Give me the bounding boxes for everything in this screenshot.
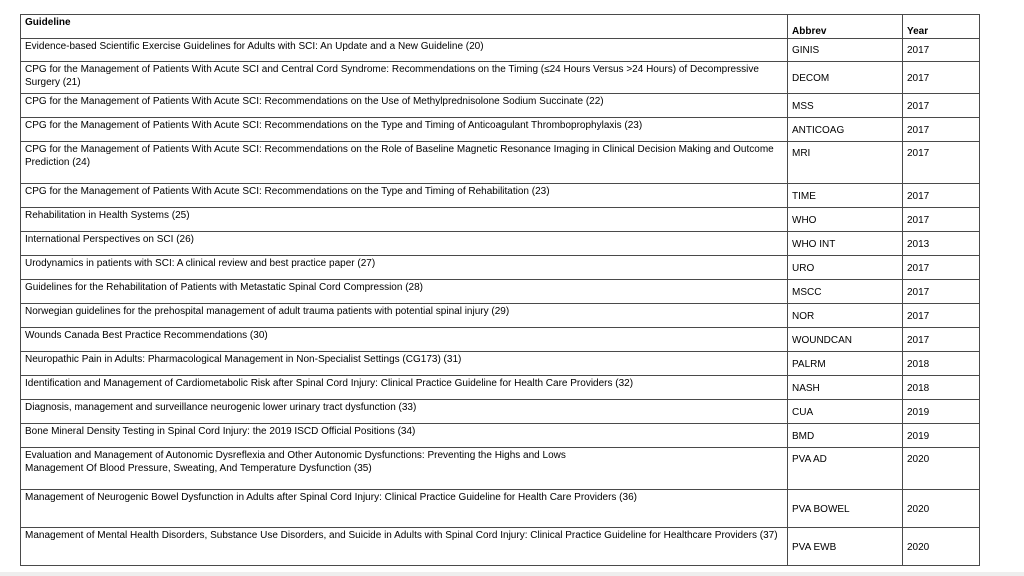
table-row bbox=[21, 424, 980, 448]
abbrev-cell: URO bbox=[788, 256, 903, 280]
guideline-cell: Rehabilitation in Health Systems (25) bbox=[21, 208, 788, 232]
year-cell: 2019 bbox=[903, 424, 980, 448]
abbrev-cell: PALRM bbox=[788, 352, 903, 376]
guideline-cell bbox=[21, 448, 788, 490]
abbrev-cell: PVA AD bbox=[788, 448, 903, 490]
year-cell: 2020 bbox=[903, 490, 980, 528]
year-cell: 2013 bbox=[903, 232, 980, 256]
guideline-cell: CPG for the Management of Patients With Acute SCI: Recommendations on the Use of Methylprednisolone Sodium Succinate (22) bbox=[21, 94, 788, 118]
table-row bbox=[21, 528, 980, 566]
guidelines-table bbox=[20, 14, 980, 566]
abbrev-cell: TIME bbox=[788, 184, 903, 208]
year-cell: 2017 bbox=[903, 118, 980, 142]
guideline-cell: CPG for the Management of Patients With Acute SCI: Recommendations on the Type and Timing of Anticoagulant Thromboprophylaxis (23) bbox=[21, 118, 788, 142]
table-row bbox=[21, 490, 980, 528]
guideline-cell: Evidence-based Scientific Exercise Guidelines for Adults with SCI: An Update and a New Guideline (20) bbox=[21, 39, 788, 62]
table-row bbox=[21, 184, 980, 208]
table-row bbox=[21, 94, 980, 118]
table-row bbox=[21, 448, 980, 490]
abbrev-cell: WHO bbox=[788, 208, 903, 232]
guideline-cell: Diagnosis, management and surveillance neurogenic lower urinary tract dysfunction (33) bbox=[21, 400, 788, 424]
table-row bbox=[21, 376, 980, 400]
guideline-cell: International Perspectives on SCI (26) bbox=[21, 232, 788, 256]
table-row bbox=[21, 256, 980, 280]
guideline-cell: Management of Mental Health Disorders, Substance Use Disorders, and Suicide in Adults with Spinal Cord Injury: Clinical Practice Guideline for Healthcare Providers (37) bbox=[21, 528, 788, 566]
year-cell: 2019 bbox=[903, 400, 980, 424]
year-cell: 2018 bbox=[903, 352, 980, 376]
guideline-cell: CPG for the Management of Patients With Acute SCI and Central Cord Syndrome: Recommendations on the Timing (≤24 Hours Versus >24 Hours) of Decompressive Surgery (21) bbox=[21, 62, 788, 94]
table-row bbox=[21, 280, 980, 304]
guideline-line: Management Of Blood Pressure, Sweating, And Temperature Dysfunction (35) bbox=[25, 463, 372, 474]
year-cell: 2017 bbox=[903, 280, 980, 304]
abbrev-cell: GINIS bbox=[788, 39, 903, 62]
table-row bbox=[21, 328, 980, 352]
abbrev-cell: DECOM bbox=[788, 62, 903, 94]
abbrev-cell: BMD bbox=[788, 424, 903, 448]
table-row bbox=[21, 232, 980, 256]
year-cell: 2017 bbox=[903, 94, 980, 118]
abbrev-cell: MSS bbox=[788, 94, 903, 118]
abbrev-cell: WHO INT bbox=[788, 232, 903, 256]
abbrev-cell: MRI bbox=[788, 142, 903, 184]
header-guideline: Guideline bbox=[21, 15, 788, 39]
year-cell: 2017 bbox=[903, 256, 980, 280]
year-cell: 2017 bbox=[903, 184, 980, 208]
table-row bbox=[21, 400, 980, 424]
year-cell: 2017 bbox=[903, 328, 980, 352]
guideline-cell: Identification and Management of Cardiometabolic Risk after Spinal Cord Injury: Clinical Practice Guideline for Health Care Providers (32) bbox=[21, 376, 788, 400]
year-cell: 2020 bbox=[903, 448, 980, 490]
year-cell: 2020 bbox=[903, 528, 980, 566]
guideline-cell: Bone Mineral Density Testing in Spinal Cord Injury: the 2019 ISCD Official Positions (34) bbox=[21, 424, 788, 448]
guideline-cell: Norwegian guidelines for the prehospital management of adult trauma patients with potential spinal injury (29) bbox=[21, 304, 788, 328]
abbrev-cell: PVA BOWEL bbox=[788, 490, 903, 528]
guideline-cell: Guidelines for the Rehabilitation of Patients with Metastatic Spinal Cord Compression (28) bbox=[21, 280, 788, 304]
guideline-cell: Management of Neurogenic Bowel Dysfunction in Adults after Spinal Cord Injury: Clinical Practice Guideline for Health Care Providers (36) bbox=[21, 490, 788, 528]
guideline-line: Evaluation and Management of Autonomic Dysreflexia and Other Autonomic Dysfunctions: Preventing the Highs and Lows bbox=[25, 450, 566, 461]
table-row bbox=[21, 142, 980, 184]
table-row bbox=[21, 304, 980, 328]
table-row bbox=[21, 118, 980, 142]
year-cell: 2017 bbox=[903, 39, 980, 62]
year-cell: 2017 bbox=[903, 208, 980, 232]
table-row bbox=[21, 39, 980, 62]
table-row bbox=[21, 352, 980, 376]
guideline-cell: Wounds Canada Best Practice Recommendations (30) bbox=[21, 328, 788, 352]
abbrev-cell: NASH bbox=[788, 376, 903, 400]
guideline-cell: Urodynamics in patients with SCI: A clinical review and best practice paper (27) bbox=[21, 256, 788, 280]
header-year: Year bbox=[903, 15, 980, 39]
table-row bbox=[21, 208, 980, 232]
year-cell: 2017 bbox=[903, 304, 980, 328]
year-cell: 2018 bbox=[903, 376, 980, 400]
table-header-row bbox=[21, 15, 980, 39]
year-cell: 2017 bbox=[903, 62, 980, 94]
abbrev-cell: NOR bbox=[788, 304, 903, 328]
header-abbrev: Abbrev bbox=[788, 15, 903, 39]
guideline-cell: Neuropathic Pain in Adults: Pharmacological Management in Non-Specialist Settings (CG173) (31) bbox=[21, 352, 788, 376]
abbrev-cell: CUA bbox=[788, 400, 903, 424]
bottom-bar bbox=[0, 572, 1024, 576]
table-row bbox=[21, 62, 980, 94]
guideline-cell: CPG for the Management of Patients With Acute SCI: Recommendations on the Role of Baseline Magnetic Resonance Imaging in Clinical Decision Making and Outcome Prediction (24) bbox=[21, 142, 788, 184]
abbrev-cell: PVA EWB bbox=[788, 528, 903, 566]
year-cell: 2017 bbox=[903, 142, 980, 184]
abbrev-cell: ANTICOAG bbox=[788, 118, 903, 142]
guideline-cell: CPG for the Management of Patients With Acute SCI: Recommendations on the Type and Timing of Rehabilitation (23) bbox=[21, 184, 788, 208]
abbrev-cell: WOUNDCAN bbox=[788, 328, 903, 352]
abbrev-cell: MSCC bbox=[788, 280, 903, 304]
